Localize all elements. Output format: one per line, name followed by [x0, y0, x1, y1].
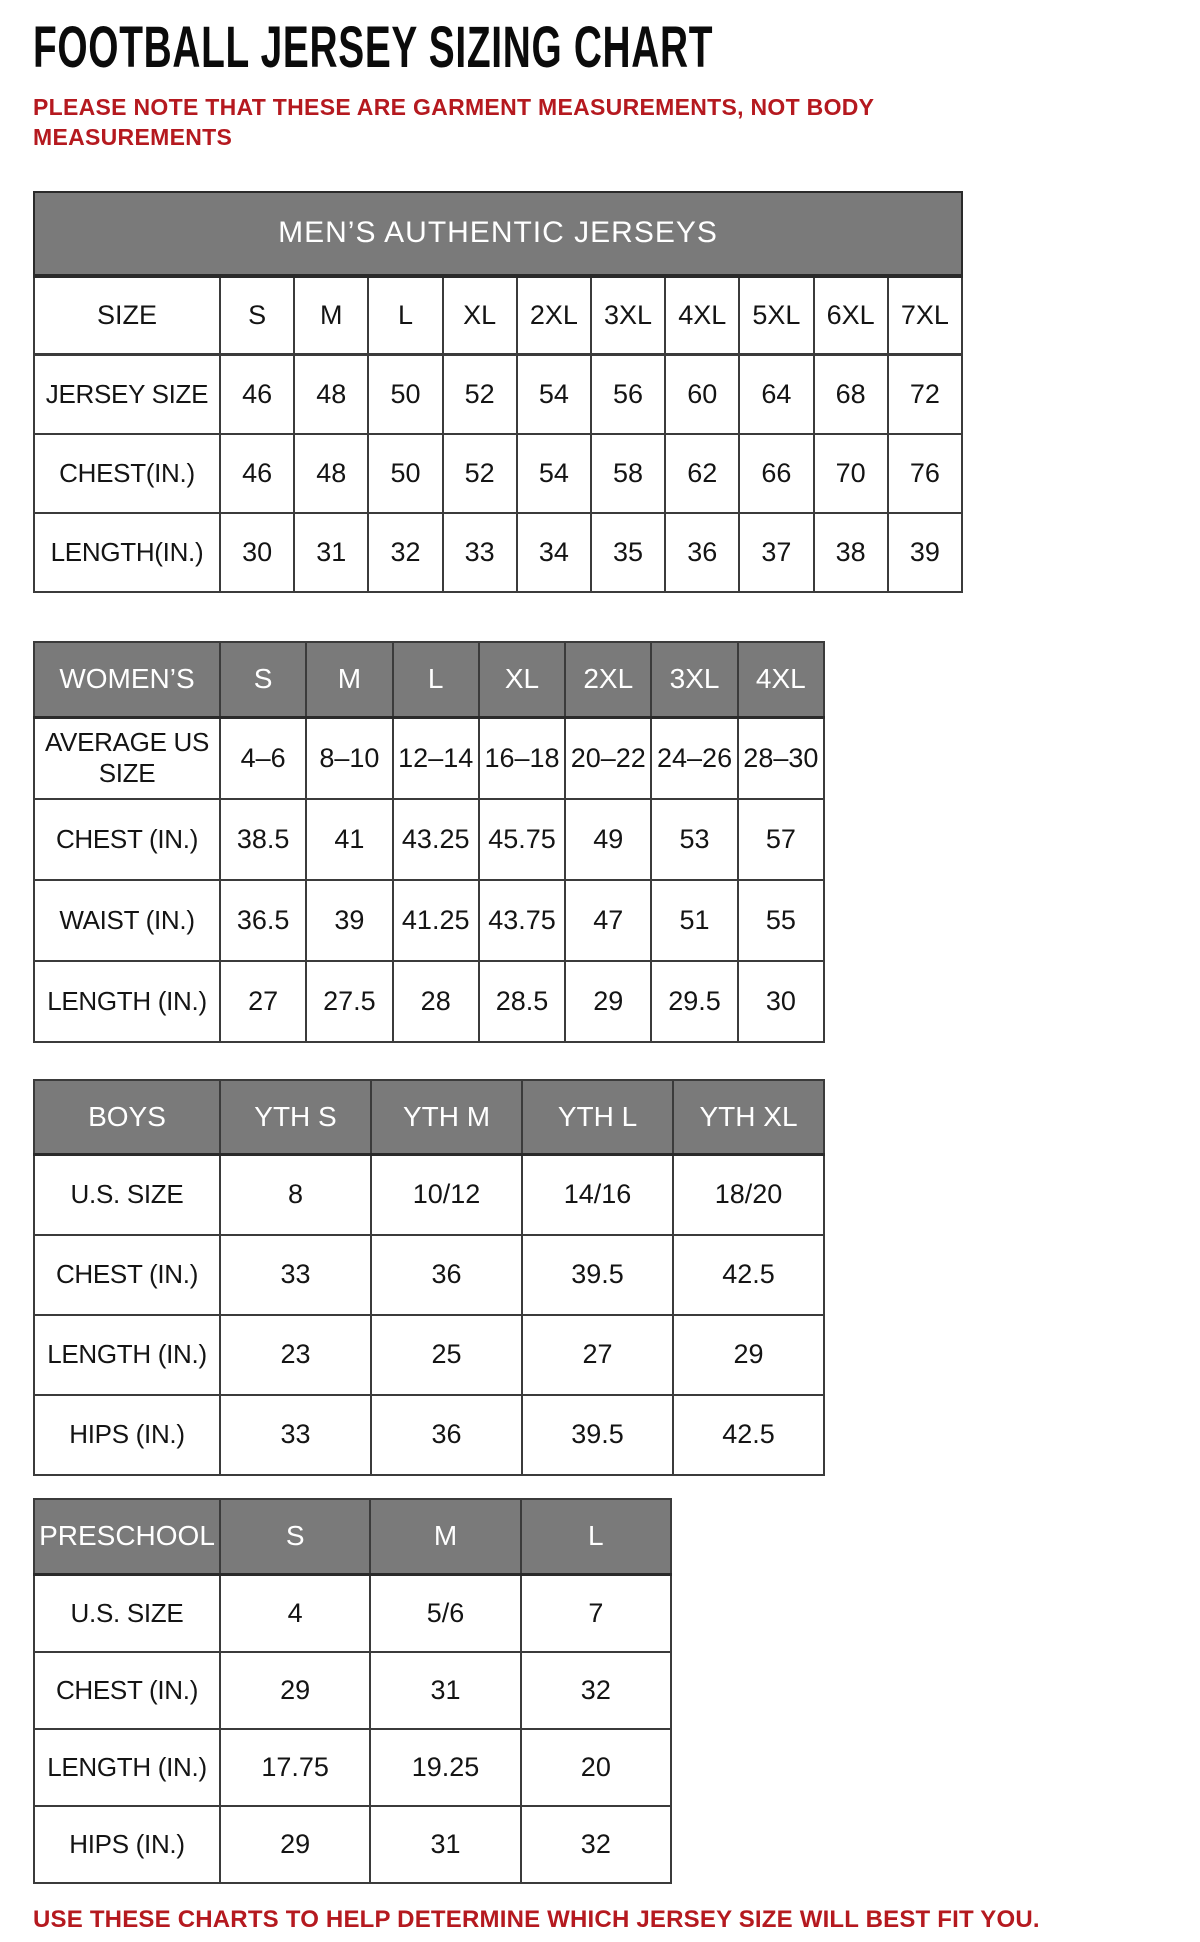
- table-cell: 38: [814, 513, 888, 592]
- table-cell: 34: [517, 513, 591, 592]
- table-cell: 51: [651, 880, 737, 961]
- column-header: 4XL: [665, 276, 739, 355]
- table-cell: 42.5: [673, 1395, 824, 1475]
- column-header-row: [34, 276, 962, 355]
- column-header: M: [294, 276, 368, 355]
- table-cell: 42.5: [673, 1235, 824, 1315]
- table-cell: 10/12: [371, 1155, 522, 1235]
- table-cell: 66: [739, 434, 813, 513]
- table-row: [34, 513, 962, 592]
- table-cell: 31: [370, 1652, 520, 1729]
- table-cell: 8–10: [306, 718, 392, 799]
- row-label: LENGTH (IN.): [34, 1729, 220, 1806]
- table-cell: 37: [739, 513, 813, 592]
- table-cell: 57: [738, 799, 824, 880]
- table-cell: 55: [738, 880, 824, 961]
- column-header: 2XL: [565, 642, 651, 718]
- table-row: [34, 718, 824, 799]
- table-row: [34, 1155, 824, 1235]
- table-cell: 23: [220, 1315, 371, 1395]
- page-title: FOOTBALL JERSEY SIZING CHART: [33, 15, 714, 80]
- table-row: [34, 961, 824, 1042]
- table-cell: 47: [565, 880, 651, 961]
- table-cell: 32: [368, 513, 442, 592]
- column-header-row: [34, 1080, 824, 1155]
- table-cell: 27: [522, 1315, 673, 1395]
- table-cell: 52: [443, 355, 517, 434]
- table-cell: 27: [220, 961, 306, 1042]
- row-label: U.S. SIZE: [34, 1575, 220, 1652]
- column-header: S: [220, 642, 306, 718]
- table-title: MEN’S AUTHENTIC JERSEYS: [34, 192, 962, 276]
- table-cell: 58: [591, 434, 665, 513]
- footer-text: USE THESE CHARTS TO HELP DETERMINE WHICH JERSEY SIZE WILL BEST FIT YOU.: [33, 1905, 1040, 1933]
- womens-sizing-table: [33, 641, 825, 1043]
- column-header: 5XL: [739, 276, 813, 355]
- row-label: LENGTH (IN.): [34, 961, 220, 1042]
- table-cell: 39: [306, 880, 392, 961]
- table-cell: 33: [443, 513, 517, 592]
- table-row: [34, 1315, 824, 1395]
- column-header: 7XL: [888, 276, 962, 355]
- table-cell: 36.5: [220, 880, 306, 961]
- column-header: S: [220, 276, 294, 355]
- table-cell: 46: [220, 434, 294, 513]
- table-cell: 39.5: [522, 1235, 673, 1315]
- table-cell: 20: [521, 1729, 671, 1806]
- column-header: L: [521, 1499, 671, 1575]
- table-row: [34, 1729, 671, 1806]
- table-cell: 48: [294, 355, 368, 434]
- table-cell: 76: [888, 434, 962, 513]
- table-row: [34, 1575, 671, 1652]
- row-label: HIPS (IN.): [34, 1395, 220, 1475]
- table-cell: 36: [665, 513, 739, 592]
- table-cell: 24–26: [651, 718, 737, 799]
- garment-measurement-note: PLEASE NOTE THAT THESE ARE GARMENT MEASUREMENTS, NOT BODY MEASUREMENTS: [33, 93, 874, 150]
- table-cell: 31: [370, 1806, 520, 1883]
- table-row: [34, 799, 824, 880]
- table-cell: 28: [393, 961, 479, 1042]
- table-cell: 35: [591, 513, 665, 592]
- table-row: [34, 1235, 824, 1315]
- table-cell: 45.75: [479, 799, 565, 880]
- table-cell: 46: [220, 355, 294, 434]
- column-header: YTH M: [371, 1080, 522, 1155]
- table-cell: 54: [517, 434, 591, 513]
- table-cell: 38.5: [220, 799, 306, 880]
- table-cell: 72: [888, 355, 962, 434]
- table-cell: 19.25: [370, 1729, 520, 1806]
- column-header: XL: [443, 276, 517, 355]
- table-cell: 36: [371, 1395, 522, 1475]
- table-name-header: PRESCHOOL: [34, 1499, 220, 1575]
- table-cell: 25: [371, 1315, 522, 1395]
- table-cell: 29: [565, 961, 651, 1042]
- table-cell: 28–30: [738, 718, 824, 799]
- column-header: YTH L: [522, 1080, 673, 1155]
- table-cell: 53: [651, 799, 737, 880]
- row-label: U.S. SIZE: [34, 1155, 220, 1235]
- table-cell: 7: [521, 1575, 671, 1652]
- table-cell: 33: [220, 1395, 371, 1475]
- table-cell: 56: [591, 355, 665, 434]
- row-label: CHEST(IN.): [34, 434, 220, 513]
- table-title-row: [34, 192, 962, 276]
- table-cell: 28.5: [479, 961, 565, 1042]
- table-cell: 27.5: [306, 961, 392, 1042]
- table-cell: 49: [565, 799, 651, 880]
- table-cell: 20–22: [565, 718, 651, 799]
- table-cell: 62: [665, 434, 739, 513]
- table-cell: 8: [220, 1155, 371, 1235]
- table-cell: 54: [517, 355, 591, 434]
- column-header: M: [306, 642, 392, 718]
- table-row: [34, 1806, 671, 1883]
- column-header: L: [393, 642, 479, 718]
- table-cell: 12–14: [393, 718, 479, 799]
- table-cell: 48: [294, 434, 368, 513]
- table-cell: 30: [220, 513, 294, 592]
- table-row: [34, 880, 824, 961]
- table-cell: 39.5: [522, 1395, 673, 1475]
- table-cell: 33: [220, 1235, 371, 1315]
- table-cell: 36: [371, 1235, 522, 1315]
- table-cell: 41.25: [393, 880, 479, 961]
- table-cell: 29.5: [651, 961, 737, 1042]
- column-header: 3XL: [591, 276, 665, 355]
- table-cell: 32: [521, 1652, 671, 1729]
- column-header: YTH S: [220, 1080, 371, 1155]
- row-label: LENGTH (IN.): [34, 1315, 220, 1395]
- table-cell: 16–18: [479, 718, 565, 799]
- row-label: HIPS (IN.): [34, 1806, 220, 1883]
- row-label: LENGTH(IN.): [34, 513, 220, 592]
- table-cell: 64: [739, 355, 813, 434]
- table-cell: 50: [368, 434, 442, 513]
- row-label: CHEST (IN.): [34, 1235, 220, 1315]
- row-label: CHEST (IN.): [34, 1652, 220, 1729]
- column-header: L: [368, 276, 442, 355]
- column-header: XL: [479, 642, 565, 718]
- table-cell: 60: [665, 355, 739, 434]
- table-name-header: BOYS: [34, 1080, 220, 1155]
- column-header: 4XL: [738, 642, 824, 718]
- table-cell: 52: [443, 434, 517, 513]
- table-cell: 29: [673, 1315, 824, 1395]
- row-label: WAIST (IN.): [34, 880, 220, 961]
- table-cell: 4–6: [220, 718, 306, 799]
- mens-authentic-jerseys-table: [33, 191, 963, 593]
- column-header: S: [220, 1499, 370, 1575]
- preschool-sizing-table: [33, 1498, 672, 1884]
- column-header: 6XL: [814, 276, 888, 355]
- table-cell: 32: [521, 1806, 671, 1883]
- table-row: [34, 434, 962, 513]
- table-cell: 29: [220, 1652, 370, 1729]
- table-cell: 18/20: [673, 1155, 824, 1235]
- table-cell: 14/16: [522, 1155, 673, 1235]
- table-row: [34, 1652, 671, 1729]
- column-header: YTH XL: [673, 1080, 824, 1155]
- table-row: [34, 1395, 824, 1475]
- table-name-header: SIZE: [34, 276, 220, 355]
- table-cell: 30: [738, 961, 824, 1042]
- column-header-row: [34, 642, 824, 718]
- table-cell: 4: [220, 1575, 370, 1652]
- table-cell: 41: [306, 799, 392, 880]
- table-cell: 5/6: [370, 1575, 520, 1652]
- table-cell: 70: [814, 434, 888, 513]
- column-header: 3XL: [651, 642, 737, 718]
- boys-sizing-table: [33, 1079, 825, 1476]
- table-cell: 39: [888, 513, 962, 592]
- table-cell: 29: [220, 1806, 370, 1883]
- column-header: 2XL: [517, 276, 591, 355]
- row-label: JERSEY SIZE: [34, 355, 220, 434]
- table-cell: 43.25: [393, 799, 479, 880]
- table-cell: 17.75: [220, 1729, 370, 1806]
- table-cell: 31: [294, 513, 368, 592]
- column-header: M: [370, 1499, 520, 1575]
- table-name-header: WOMEN’S: [34, 642, 220, 718]
- row-label: CHEST (IN.): [34, 799, 220, 880]
- table-cell: 50: [368, 355, 442, 434]
- column-header-row: [34, 1499, 671, 1575]
- table-row: [34, 355, 962, 434]
- table-cell: 68: [814, 355, 888, 434]
- table-cell: 43.75: [479, 880, 565, 961]
- row-label: AVERAGE US SIZE: [34, 718, 220, 799]
